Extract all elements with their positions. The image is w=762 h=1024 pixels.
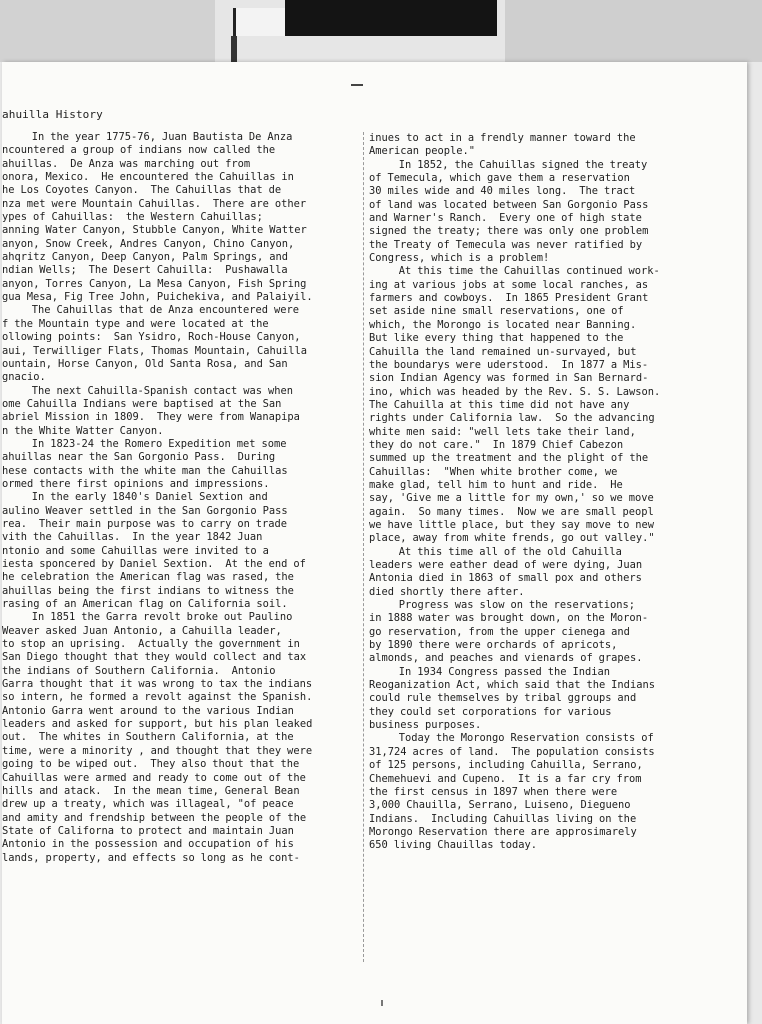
text-line: the indians of Southern California. Antonio: [2, 664, 276, 677]
text-line: the Treaty of Temecula was never ratified by: [369, 238, 643, 251]
text-line: of 125 persons, including Cahuilla, Serrano,: [369, 759, 643, 772]
text-line: they do not care." In 1879 Chief Cabezon: [369, 438, 624, 451]
text-line: business purposes.: [369, 719, 482, 732]
text-line: so intern, he formed a revolt against the Spanish.: [2, 691, 313, 704]
text-line: ing at various jobs at some local ranches, as: [369, 278, 649, 291]
text-line: lands, property, and effects so long as he cont-: [2, 851, 300, 864]
page-mark: [351, 84, 363, 86]
text-line: Cahuillas were armed and ready to come out of the: [2, 771, 306, 784]
text-line: drew up a treaty, which was illageal, "of peace: [2, 798, 294, 811]
text-line: Antonio in the possession and occupation of his: [2, 838, 294, 851]
text-line: Reoganization Act, which said that the Indians: [369, 679, 655, 692]
text-line: ormed there first opinions and impressions.: [2, 477, 270, 490]
text-line: ahuillas near the San Gorgonio Pass. During: [2, 451, 276, 464]
text-line: died shortly there after.: [369, 585, 525, 598]
text-line: Cahuillas: "When white brother come, we: [369, 465, 618, 478]
text-line: aulino Weaver settled in the San Gorgonio Pass: [2, 504, 288, 517]
text-line: leaders were eather dead of were dying, Juan: [369, 559, 643, 571]
text-line: inues to act in a frendly manner toward the: [369, 132, 636, 144]
text-line: ollowing points: San Ysidro, Roch-House Canyon,: [2, 331, 301, 344]
text-line: hese contacts with the white man the Cahuillas: [2, 464, 288, 477]
text-line: again. So many times. Now we are small peopl: [369, 505, 654, 518]
text-line: rasing of an American flag on California soil.: [2, 598, 288, 611]
text-line: 650 living Chauillas today.: [369, 839, 538, 852]
text-line: In the year 1775-76, Juan Bautista De Anza: [2, 131, 293, 143]
text-line: Today the Morongo Reservation consists of: [369, 732, 654, 745]
text-line: which, the Morongo is located near Banning.: [369, 318, 637, 331]
text-line: In the early 1840's Daniel Sextion and: [2, 491, 268, 504]
text-line: almonds, and peaches and vienards of grapes.: [369, 652, 643, 665]
right-column: [369, 132, 739, 853]
typewritten-page: [2, 62, 747, 1024]
text-line: ahuillas being the first indians to witness the: [2, 584, 294, 597]
text-line: gua Mesa, Fig Tree John, Puichekiva, and Palaiyil.: [2, 291, 313, 304]
text-line: by 1890 there were orchards of apricots,: [369, 639, 618, 652]
text-line: aui, Terwilliger Flats, Thomas Mountain, Cahuilla: [2, 344, 308, 357]
scanner-clip: [233, 8, 290, 36]
text-line: go reservation, from the upper cienega and: [369, 625, 630, 638]
text-line: sion Indian Agency was formed in San Bernard-: [369, 372, 649, 385]
text-line: n the White Watter Canyon.: [2, 424, 164, 437]
text-line: ncountered a group of indians now called the: [2, 144, 276, 157]
text-line: Progress was slow on the reservations;: [369, 599, 635, 612]
text-line: Morongo Reservation there are approsimarely: [369, 825, 637, 838]
text-line: place, away from white frends, go out valley.": [369, 532, 655, 545]
text-line: gnacio.: [2, 371, 46, 384]
left-column: [2, 131, 358, 865]
scanner-dark-region: [285, 0, 497, 36]
text-line: In 1823-24 the Romero Expedition met some: [2, 437, 287, 450]
text-line: of Temecula, which gave them a reservation: [369, 172, 630, 185]
text-line: American people.": [369, 145, 476, 158]
text-line: At this time all of the old Cahuilla: [369, 545, 622, 558]
text-line: ypes of Cahuillas: the Western Cahuillas;: [2, 211, 263, 224]
text-line: out. The whites in Southern California, at the: [2, 731, 294, 744]
text-line: rights under California law. So the advancing: [369, 412, 655, 425]
text-line: anning Water Canyon, Stubble Canyon, White Watter: [2, 224, 307, 237]
text-line: Congress, which is a problem!: [369, 252, 550, 265]
text-line: abriel Mission in 1809. They were from Wanapipa: [2, 411, 300, 424]
text-line: of land was located between San Gorgonio Pass: [369, 198, 649, 211]
text-line: In 1934 Congress passed the Indian: [369, 665, 610, 678]
column-divider: [363, 132, 364, 962]
text-line: Antonio Garra went around to the various Indian: [2, 704, 294, 717]
text-line: onora, Mexico. He encountered the Cahuillas in: [2, 171, 294, 184]
text-line: 30 miles wide and 40 miles long. The tract: [369, 185, 636, 198]
text-line: San Diego thought that they would collect and tax: [2, 651, 307, 664]
text-line: In 1851 the Garra revolt broke out Paulino: [2, 611, 293, 624]
text-line: f the Mountain type and were located at the: [2, 317, 269, 330]
text-line: At this time the Cahuillas continued work-: [369, 265, 660, 278]
text-line: But like every thing that happened to the: [369, 332, 624, 345]
text-line: ountain, Horse Canyon, Old Santa Rosa, and San: [2, 357, 288, 370]
text-line: 3,000 Chauilla, Serrano, Luiseno, Diegueno: [369, 799, 631, 812]
text-line: ahqritz Canyon, Deep Canyon, Palm Springs, and: [2, 251, 288, 264]
text-line: farmers and cowboys. In 1865 President Grant: [369, 292, 649, 305]
text-line: ome Cahuilla Indians were baptised at the San: [2, 397, 282, 410]
text-line: The Cahuilla at this time did not have any: [369, 398, 630, 411]
text-line: ntonio and some Cahuillas were invited to a: [2, 544, 269, 557]
text-line: The next Cahuilla-Spanish contact was when: [2, 384, 294, 397]
text-line: the boundarys were uderstood. In 1877 a Mis-: [369, 358, 649, 371]
text-line: anyon, Snow Creek, Andres Canyon, Chino Canyon,: [2, 237, 295, 250]
text-line: signed the treaty; there was only one problem: [369, 225, 649, 238]
text-line: nza met were Mountain Cahuillas. There are other: [2, 197, 307, 210]
text-line: going to be wiped out. They also thout that the: [2, 758, 300, 771]
text-line: Cahuilla the land remained un-survayed, but: [369, 345, 637, 358]
text-line: hills and atack. In the mean time, General Bean: [2, 784, 300, 797]
scanner-stripe: [231, 36, 237, 62]
text-line: anyon, Torres Canyon, La Mesa Canyon, Fish Spring: [2, 277, 307, 290]
scanner-background: [0, 0, 762, 62]
text-line: summed up the treatment and the plight of the: [369, 452, 649, 465]
text-line: they could set corporations for various: [369, 705, 612, 718]
text-line: Weaver asked Juan Antonio, a Cahuilla leader,: [2, 624, 282, 637]
text-line: Antonia died in 1863 of small pox and others: [369, 572, 642, 585]
text-line: say, 'Give me a little for my own,' so we move: [369, 492, 654, 505]
text-line: we have little place, but they say move to new: [369, 518, 655, 531]
scanner-edge-left: [0, 0, 215, 62]
text-line: ndian Wells; The Desert Cahuilla: Pushawalla: [2, 264, 288, 277]
text-line: and amity and frendship between the people of the: [2, 811, 307, 824]
text-line: in 1888 water was brought down, on the Moron-: [369, 612, 649, 625]
text-line: and Warner's Ranch. Every one of high state: [369, 212, 642, 225]
text-line: he celebration the American flag was rased, the: [2, 571, 294, 584]
text-line: In 1852, the Cahuillas signed the treaty: [369, 158, 648, 171]
text-line: Chemehuevi and Cupeno. It is a far cry from: [369, 772, 642, 785]
text-line: rea. Their main purpose was to carry on trade: [2, 517, 288, 530]
page-tick-mark: [381, 1000, 383, 1006]
text-line: set aside nine small reservations, one of: [369, 305, 624, 318]
text-line: could rule themselves by tribal ggroups and: [369, 692, 637, 705]
text-line: State of Californa to protect and maintain Juan: [2, 824, 294, 837]
text-line: Garra thought that it was wrong to tax the indians: [2, 678, 313, 691]
scanner-edge-right: [505, 0, 762, 62]
text-line: vith the Cahuillas. In the year 1842 Juan: [2, 531, 263, 544]
text-line: make glad, tell him to hunt and ride. He: [369, 478, 623, 491]
text-line: ahuillas. De Anza was marching out from: [2, 157, 251, 170]
text-line: time, were a minority , and thought that they were: [2, 744, 313, 757]
text-line: white men said: "well lets take their land,: [369, 425, 636, 438]
text-line: leaders and asked for support, but his plan leaked: [2, 718, 313, 731]
page-title: ahuilla History: [2, 108, 103, 121]
text-line: he Los Coyotes Canyon. The Cahuillas that de: [2, 184, 282, 197]
text-line: to stop an uprising. Actually the government in: [2, 638, 300, 651]
text-line: the first census in 1897 when there were: [369, 785, 618, 798]
text-line: 31,724 acres of land. The population consists: [369, 745, 655, 758]
text-line: iesta sponcered by Daniel Sextion. At the end of: [2, 558, 306, 570]
text-line: ino, which was headed by the Rev. S. S. Lawson.: [369, 385, 661, 398]
text-line: The Cahuillas that de Anza encountered were: [2, 304, 299, 317]
text-line: Indians. Including Cahuillas living on the: [369, 812, 637, 825]
